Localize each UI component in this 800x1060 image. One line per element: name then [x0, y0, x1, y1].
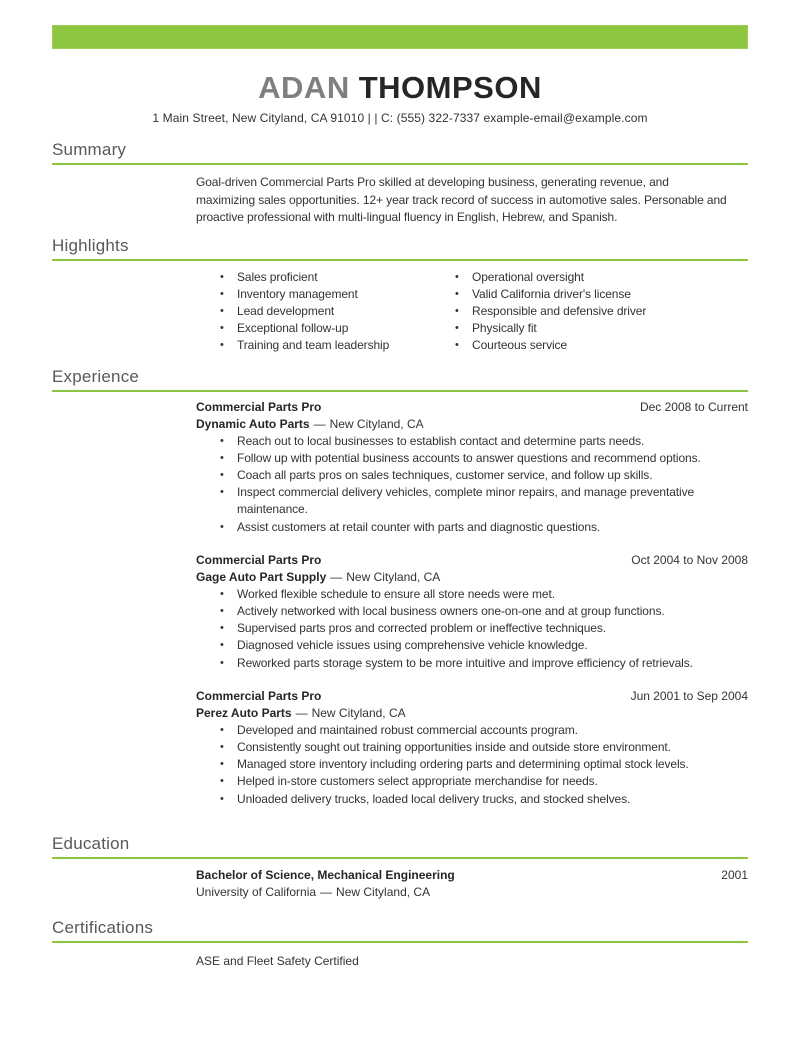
bullet-marker: • [455, 338, 459, 351]
highlight-text: Inventory management [237, 286, 358, 301]
job-title: Commercial Parts Pro [196, 399, 322, 414]
dash-separator: — [313, 416, 326, 431]
bullet-marker: • [220, 434, 224, 447]
list-item [455, 303, 646, 320]
job-bullet-text: Assist customers at retail counter with parts and diagnostic questions. [237, 519, 601, 534]
resume-page [0, 25, 800, 970]
job-dates: Dec 2008 to Current [639, 399, 748, 414]
bullet-marker: • [455, 270, 459, 283]
experience-entry [196, 552, 748, 672]
list-item [220, 519, 748, 536]
job-bullet-text: Inspect commercial delivery vehicles, complete minor repairs, and manage preventative maintenance. [237, 485, 695, 517]
bullet-marker: • [220, 468, 224, 481]
job-bullet-text: Actively networked with local business owners one-on-one and at group functions. [237, 603, 665, 618]
bullet-marker: • [220, 792, 224, 805]
job-location: New Cityland, CA [311, 705, 406, 720]
highlight-text: Valid California driver's license [472, 286, 631, 301]
job-bullet-text: Reach out to local businesses to establish contact and determine parts needs. [237, 433, 645, 448]
section-education [52, 834, 748, 901]
list-item [220, 484, 748, 518]
job-title: Commercial Parts Pro [196, 552, 322, 567]
section-experience [52, 367, 748, 808]
dash-separator: — [320, 884, 333, 899]
list-item [220, 286, 455, 303]
list-item [220, 791, 748, 808]
highlights-column-1 [220, 269, 455, 354]
bullet-marker: • [220, 587, 224, 600]
bullet-marker: • [220, 338, 224, 351]
list-item [455, 337, 646, 354]
list-item [220, 303, 455, 320]
job-bullet-list [220, 433, 748, 536]
education-year: 2001 [721, 867, 748, 882]
bullet-marker: • [220, 321, 224, 334]
list-item [220, 467, 748, 484]
bullet-marker: • [220, 520, 224, 533]
list-item [455, 320, 646, 337]
section-certifications [52, 918, 748, 970]
bullet-marker: • [455, 321, 459, 334]
bullet-marker: • [220, 656, 224, 669]
certifications-heading: Certifications [52, 918, 748, 943]
name-first: ADAN [258, 70, 350, 105]
experience-entry [196, 399, 748, 536]
bullet-marker: • [220, 758, 224, 771]
bullet-marker: • [220, 775, 224, 788]
job-bullet-text: Coach all parts pros on sales techniques, customer service, and follow up skills. [237, 467, 653, 482]
highlight-text: Lead development [237, 303, 335, 318]
bullet-marker: • [220, 622, 224, 635]
job-company: Dynamic Auto Parts [196, 416, 310, 431]
summary-text: Goal-driven Commercial Parts Pro skilled at developing business, generating revenue, and maximizing sales opportunities. 12+ year track record of success in automotive sales. Personable and proactive professional with multi-lingual fluency in English, Hebrew, and Spanish. [196, 175, 727, 224]
job-bullet-text: Managed store inventory including ordering parts and determining optimal stock levels. [237, 757, 689, 772]
highlight-text: Physically fit [472, 320, 537, 335]
list-item [455, 269, 646, 286]
summary-heading: Summary [52, 140, 748, 165]
bullet-marker: • [220, 604, 224, 617]
list-item [220, 450, 748, 467]
section-highlights [52, 236, 748, 354]
bullet-marker: • [220, 287, 224, 300]
education-degree: Bachelor of Science, Mechanical Engineering [196, 867, 455, 882]
list-item [220, 655, 748, 672]
page-title [52, 71, 748, 104]
highlight-text: Courteous service [472, 337, 568, 352]
bullet-marker: • [220, 451, 224, 464]
contact-line: 1 Main Street, New Cityland, CA 91010 | | C: (555) 322-7337 example-email@example.com [152, 111, 648, 125]
job-company: Perez Auto Parts [196, 705, 292, 720]
dash-separator: — [295, 705, 308, 720]
list-item [220, 722, 748, 739]
job-bullet-text: Supervised parts pros and corrected problem or ineffective techniques. [237, 621, 606, 636]
bullet-marker: • [220, 304, 224, 317]
education-school: University of California [196, 884, 317, 899]
list-item [220, 586, 748, 603]
bullet-marker: • [220, 270, 224, 283]
highlight-text: Training and team leadership [237, 337, 390, 352]
bullet-marker: • [455, 304, 459, 317]
list-item [220, 739, 748, 756]
job-location: New Cityland, CA [329, 416, 424, 431]
list-item [220, 603, 748, 620]
list-item [220, 773, 748, 790]
job-bullet-list [220, 586, 748, 672]
list-item [220, 337, 455, 354]
list-item [220, 433, 748, 450]
highlight-text: Operational oversight [472, 269, 584, 284]
list-item [220, 756, 748, 773]
job-dates: Jun 2001 to Sep 2004 [630, 688, 748, 703]
job-bullet-list [220, 722, 748, 808]
highlight-text: Sales proficient [237, 269, 318, 284]
highlights-column-2 [455, 269, 646, 354]
list-item [220, 320, 455, 337]
dash-separator: — [330, 569, 343, 584]
section-summary [52, 140, 748, 227]
job-dates: Oct 2004 to Nov 2008 [631, 552, 748, 567]
bullet-marker: • [455, 287, 459, 300]
job-bullet-text: Consistently sought out training opportunities inside and outside store environment. [237, 739, 671, 754]
job-bullet-text: Reworked parts storage system to be more intuitive and improve efficiency of retrievals. [237, 655, 693, 670]
bullet-marker: • [220, 639, 224, 652]
bullet-marker: • [220, 740, 224, 753]
list-item [220, 637, 748, 654]
job-bullet-text: Diagnosed vehicle issues using comprehensive vehicle knowledge. [237, 638, 588, 653]
list-item [220, 269, 455, 286]
highlight-text: Responsible and defensive driver [472, 303, 647, 318]
list-item [455, 286, 646, 303]
education-heading: Education [52, 834, 748, 859]
bullet-marker: • [220, 486, 224, 499]
list-item [220, 620, 748, 637]
bullet-marker: • [220, 723, 224, 736]
name-last: THOMPSON [358, 70, 542, 105]
highlights-heading: Highlights [52, 236, 748, 261]
experience-entry [196, 688, 748, 808]
accent-top-bar [52, 25, 748, 49]
education-location: New Cityland, CA [336, 884, 431, 899]
job-bullet-text: Helped in-store customers select appropriate merchandise for needs. [237, 774, 598, 789]
job-bullet-text: Unloaded delivery trucks, loaded local delivery trucks, and stocked shelves. [237, 791, 631, 806]
job-bullet-text: Worked flexible schedule to ensure all store needs were met. [237, 586, 555, 601]
certifications-text: ASE and Fleet Safety Certified [196, 953, 359, 968]
job-title: Commercial Parts Pro [196, 688, 322, 703]
job-bullet-text: Developed and maintained robust commercial accounts program. [237, 722, 578, 737]
job-company: Gage Auto Part Supply [196, 569, 327, 584]
job-location: New Cityland, CA [346, 569, 441, 584]
highlight-text: Exceptional follow-up [237, 320, 349, 335]
job-bullet-text: Follow up with potential business accounts to answer questions and recommend options. [237, 450, 701, 465]
experience-heading: Experience [52, 367, 748, 392]
